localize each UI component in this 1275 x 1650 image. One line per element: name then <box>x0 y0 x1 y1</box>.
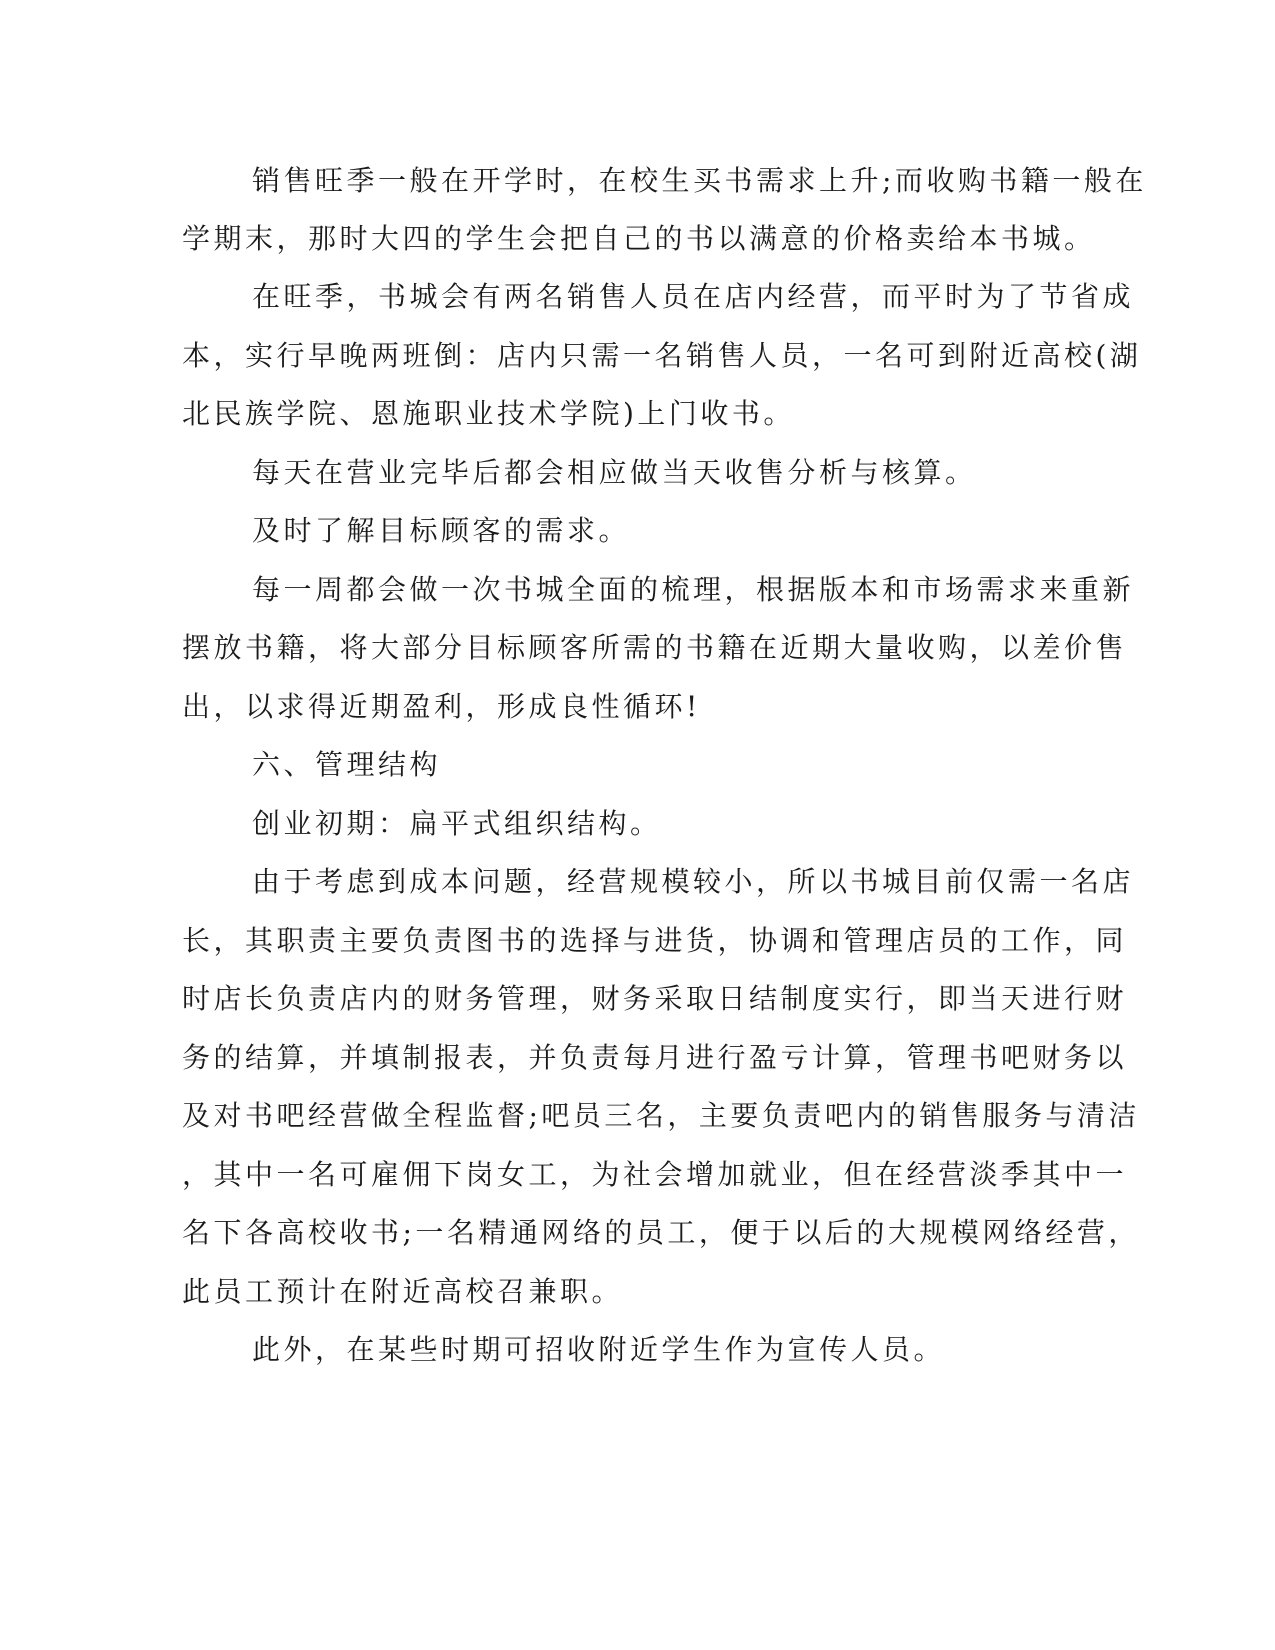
text-line: 名下各高校收书;一名精通网络的员工，便于以后的大规模网络经营， <box>182 1216 1140 1249</box>
text-line: 在旺季，书城会有两名销售人员在店内经营，而平时为了节省成 <box>252 280 1135 313</box>
text-line: 每一周都会做一次书城全面的梳理，根据版本和市场需求来重新 <box>252 573 1135 606</box>
text-line: 此外，在某些时期可招收附近学生作为宣传人员。 <box>252 1333 946 1366</box>
text-line: 及对书吧经营做全程监督;吧员三名，主要负责吧内的销售服务与清洁 <box>182 1099 1140 1132</box>
text-line: 及时了解目标顾客的需求。 <box>252 514 631 547</box>
text-line: 时店长负责店内的财务管理，财务采取日结制度实行，即当天进行财 <box>182 982 1128 1015</box>
text-line: 每天在营业完毕后都会相应做当天收售分析与核算。 <box>252 456 977 489</box>
text-line: 摆放书籍，将大部分目标顾客所需的书籍在近期大量收购，以差价售 <box>182 631 1128 664</box>
text-line: ，其中一名可雇佣下岗女工，为社会增加就业，但在经营淡季其中一 <box>182 1158 1128 1191</box>
text-line: 创业初期：扁平式组织结构。 <box>252 807 662 840</box>
text-line: 本，实行早晚两班倒：店内只需一名销售人员，一名可到附近高校(湖 <box>182 339 1142 372</box>
section-heading: 六、管理结构 <box>252 748 442 781</box>
text-line: 由于考虑到成本问题，经营规模较小，所以书城目前仅需一名店 <box>252 865 1135 898</box>
text-line: 销售旺季一般在开学时，在校生买书需求上升;而收购书籍一般在 <box>252 164 1147 197</box>
text-line: 北民族学院、恩施职业技术学院)上门收书。 <box>182 397 795 430</box>
text-line: 长，其职责主要负责图书的选择与进货，协调和管理店员的工作，同 <box>182 924 1128 957</box>
text-line: 学期末，那时大四的学生会把自己的书以满意的价格卖给本书城。 <box>182 222 1096 255</box>
text-line: 出，以求得近期盈利，形成良性循环! <box>182 690 701 723</box>
text-line: 务的结算，并填制报表，并负责每月进行盈亏计算，管理书吧财务以 <box>182 1041 1128 1074</box>
text-line: 此员工预计在附近高校召兼职。 <box>182 1275 624 1308</box>
